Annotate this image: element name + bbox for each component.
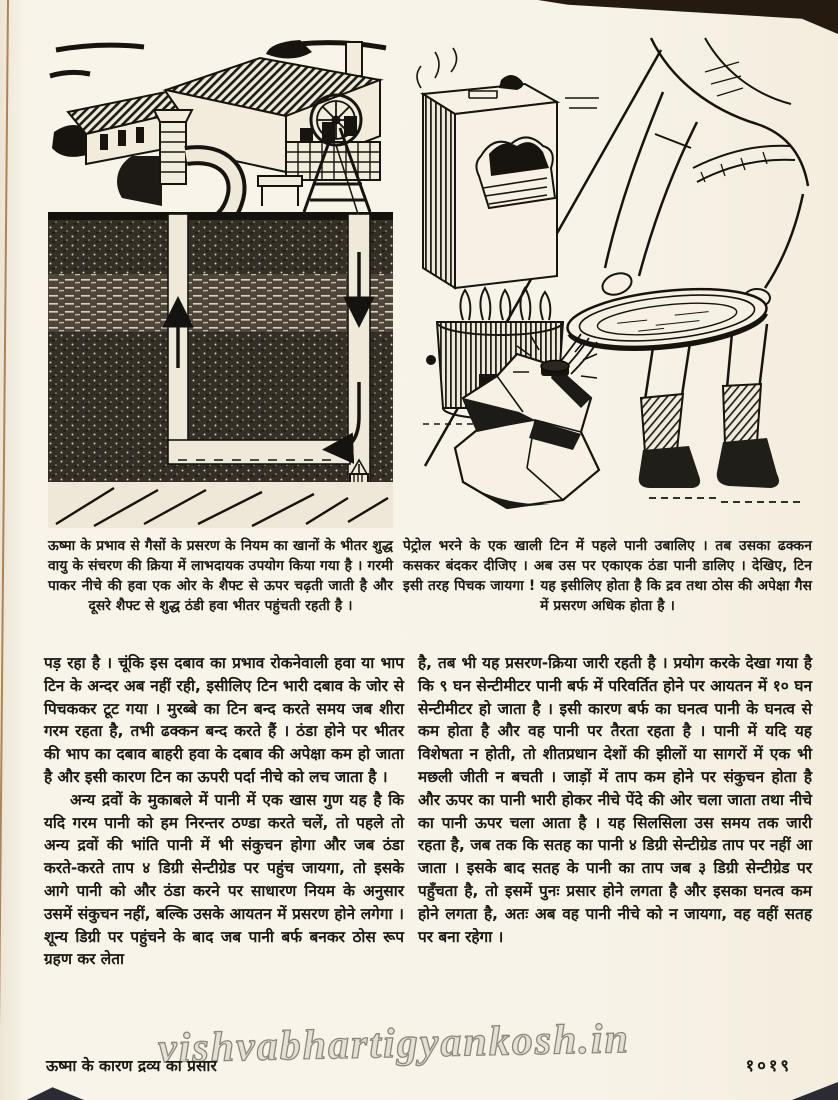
torso-hatch bbox=[701, 62, 767, 182]
scan-shadow-top-right bbox=[538, 0, 838, 34]
scan-shadow-bottom-right bbox=[792, 1082, 838, 1100]
scan-shadow-bottom-left bbox=[14, 1084, 84, 1100]
paragraph: है, तब भी यह प्रसरण-क्रिया जारी रहती है । प्रयोग करके देखा गया है कि ९ घन सेन्टीमीटर पानी बर्फ में परिवर्तित होने पर आयतन में १० घन सेन्टीमीटर हो जाता है । इसी कारण बर्फ का घनत्व पानी के घनत्व से कम होता है और वह पानी पर तैरता रहता है । पानी में यदि यह विशेषता न होती, तो शीतप्रधान देशों की झीलों या सागरों में एक भी मछली जीती न बचती । जाड़ों में ताप कम होने पर संकुचन होता है और ऊपर का पानी भारी होकर नीचे पेंदे की ओर चला जाता तथा नीचे का पानी ऊपर चला आता है । यह सिलसिला उस समय तक जारी रहता है, जब तक कि सतह का पानी ४ डिग्री सेन्टीग्रेड ताप पर नहीं आ जाता । इसके बाद सतह के पानी का ताप जब ३ डिग्री सेन्टीग्रेड पर पहुँचता है, तो इसमें पुनः प्रसार होने लगता है और इसका घनत्व कम होने लगता है, अतः अब वह पानी नीचे को न जायगा, वह वहीं सतह पर बना रहेगा । bbox=[418, 654, 812, 946]
boiling-tin bbox=[423, 75, 557, 288]
figure-caption-tin: पेट्रोल भरने के एक खाली टिन में पहले पानी उबालिए । तब उसका ढक्कन कसकर बंदकर दीजिए । अब उस पर एकाएक ठंडा पानी डालिए । देखिए, टिन इसी तरह पिचक जायगा ! यह इसीलिए होता है कि द्रव तथा ठोस की अपेक्षा गैस में प्रसरण अधिक होता है । bbox=[403, 538, 812, 614]
paragraph: पड़ रहा है । चूंकि इस दबाव का प्रभाव रोकनेवाली हवा या भाप टिन के अन्दर अब नहीं रही, इसीलिए टिन भारी दबाव के जोर से पिचककर टूट गया । मुरब्बे का टिन बन्द करते समय जब शीरा गरम रहता है, तभी ढक्कन बन्द करते हैं । ठंडा होने पर भीतर की भाप का दबाव बाहरी हवा के दबाव की अपेक्षा कम हो जाता है और इसी कारण टिन का ऊपरी पर्दा नीचे को लच जाता है । bbox=[44, 654, 404, 786]
page-spine-line bbox=[0, 0, 9, 1100]
figures-row bbox=[48, 36, 812, 616]
text-column-right bbox=[418, 652, 812, 971]
tin-cap bbox=[541, 361, 569, 377]
body-columns bbox=[44, 652, 812, 971]
site-watermark: vishvabhartigyankosh.in bbox=[157, 1016, 631, 1072]
figure-mine-ventilation bbox=[48, 36, 393, 616]
right-boot bbox=[717, 438, 779, 488]
person-pouring bbox=[599, 38, 808, 502]
running-title: ऊष्मा के कारण द्रव्य का प्रसार bbox=[46, 1057, 217, 1075]
figure-tin-experiment bbox=[403, 36, 812, 616]
text-column-left bbox=[44, 652, 404, 971]
mine-ventilation-illustration bbox=[48, 36, 393, 528]
left-boot bbox=[639, 446, 700, 488]
foreground-rock bbox=[48, 482, 393, 528]
person-torso bbox=[651, 38, 808, 186]
figure-caption-mine: ऊष्मा के प्रभाव से गैसों के प्रसरण के नियम का खानों के भीतर शुद्ध वायु के संचरण की क्रिया में लाभदायक उपयोग किया गया है । गरमी पाकर नीचे की हवा एक ओर के शैफ्ट से ऊपर चढ़ती जाती है और दूसरे शैफ्ट से शुद्ध ठंडी हवा भीतर पहुंचती रहती है । bbox=[48, 538, 393, 614]
page-number: १०१९ bbox=[745, 1056, 792, 1075]
person-arm bbox=[599, 92, 803, 307]
stove-flames bbox=[460, 288, 550, 320]
paragraph: अन्य द्रवों के मुकाबले में पानी में एक खास गुण यह है कि यदि गरम पानी को हम निरन्तर ठण्डा करते चलें, तो पहले तो अन्य द्रवों की भांति पानी में भी संकुचन होगा और जब ठंडा करते-करते ताप ४ डिग्री सेन्टीग्रेड पर पहुंच जायगा, तो इसके आगे पानी को और ठंडा करने पर साधारण नियम के अनुसार उसमें संकुचन नहीं, बल्कि उसके आयतन में प्रसरण होने लगेगा । शून्य डिग्री पर पहुंचने के बाद जब पानी बर्फ बनकर ठोस रूप ग्रहण कर लेता bbox=[44, 790, 404, 969]
tin-experiment-illustration bbox=[403, 36, 812, 528]
